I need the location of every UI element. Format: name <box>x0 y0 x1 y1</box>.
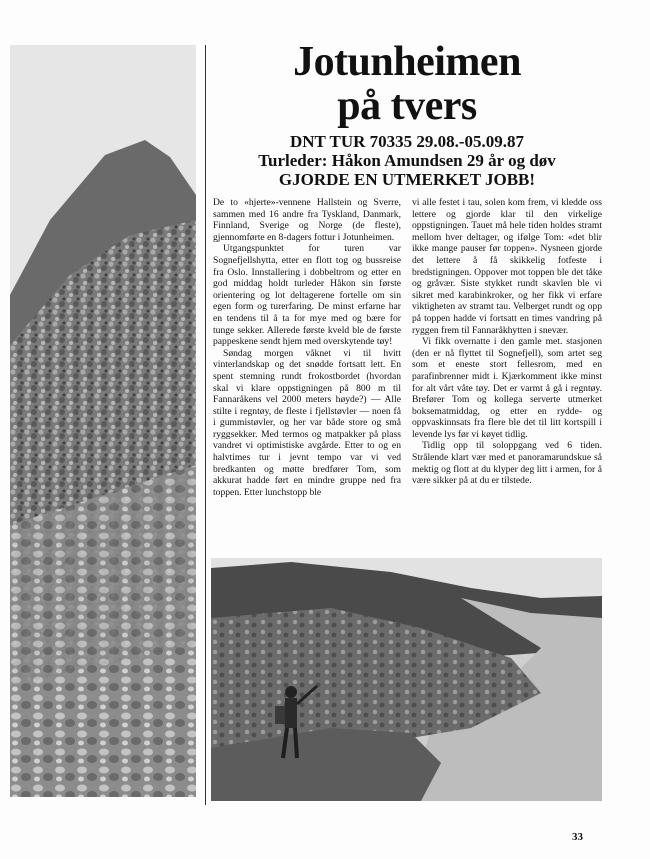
article-column-1 <box>213 197 401 498</box>
paragraph: vi alle festet i tau, solen kom frem, vi kledde oss lettere og gjorde klar til den virkelige oppstigningen. Tauet må hele tiden holdes stramt mellom hver deltager, og ifølge Tom: «det blir ikke mange pauser før toppen». Nysneen gjorde det lettere å få skikkelig fotfeste i bredstigningen. Oppover mot toppen ble det tåke og gråvær. Siste stykket rundt skavlen ble vi sikret med karabinkroker, og her fikk vi erfare viktigheten av stramt tau. Velberget rundt og opp på toppen hadde vi fortsatt en times vandring på ryggen frem til Fannaråkhytten i snevær. <box>412 197 602 336</box>
paragraph: Utgangspunktet for turen var Sognefjellshytta, etter en flott tog og bussreise fra Oslo. Innstallering i dobbeltrom og etter en god middag holdt turleder Håkon sin første orientering og lot deltagerene fortelle om sin egen form og turerfaring. De minst erfarne har en tendens til å ta for mye med og bære for tunge sekker. Allerede første kveld ble de første pappeskene sendt hjem med overskytende tøy! <box>213 243 401 348</box>
title-line-2: på tvers <box>337 83 477 129</box>
page-number: 33 <box>572 831 583 843</box>
paragraph: Søndag morgen våknet vi til hvitt vinterlandskap og det snødde fortsatt lett. En spent stemning rundt frokostbordet (hvordan skal vi klare oppstigningen på 800 m til Fannaråkens vel 2000 meters høyde?) — Alle stilte i regntøy, de fleste i fjellstøvler — noen få i gummistøvler, og her var både store og små ryggsekker. Med termos og matpakker på plass vandret vi optimistiske avgårde. Etter to og en halvtimes tur i jevnt tempo var vi ved bredkanten og møtte bredfører Tom, som akkurat hadde ført en mindre gruppe ned fra toppen. Etter lunchstopp ble <box>213 347 401 498</box>
paragraph: Vi fikk overnatte i den gamle met. stasjonen (den er nå flyttet til Sognefjell), som artet seg som et eneste stort fellesrom, med en parafinbrenner midt i. Kjærkomment ikke minst for alt vårt våte tøy. Det er varmt å gå i regntøy. Breførеr Tom og kollega serverte utmerket boksematmiddag, og etter en rydde- og oppvaskinnsats fra flere ble det til litt kortspill i levende lys før vi køyet tidlig. <box>412 336 602 440</box>
mountain-slope-photo <box>10 45 196 797</box>
paragraph: Tidlig opp til soloppgang ved 6 tiden. Strålende klart vær med et panoramarundskue så mektig og flott at du klyper deg litt i armen, for å være sikker på at du er tilstede. <box>412 440 602 487</box>
subtitle-line-3: GJORDE EN UTMERKET JOBB! <box>278 170 536 189</box>
subtitle-line-2: Turleder: Håkon Amundsen 29 år og døv <box>258 151 556 170</box>
column-divider <box>205 45 206 805</box>
article-title <box>212 40 602 128</box>
lake-view-photo <box>211 558 602 801</box>
article-column-2 <box>412 197 602 487</box>
paragraph: De to «hjerte»-vennene Hallstein og Sverre, sammen med 16 andre fra Tyskland, Danmark, Finnland, Sverige og Norge (de fleste), gjennomførte en 8-dagers fottur i Jotunheimen. <box>213 197 401 243</box>
subtitle-line-1: DNT TUR 70335 29.08.-05.09.87 <box>289 132 525 151</box>
article-subtitle <box>212 132 602 189</box>
title-line-1: Jotunheimen <box>293 39 521 85</box>
mountain-slope-illustration <box>10 45 196 797</box>
lake-landscape-illustration <box>211 558 602 801</box>
